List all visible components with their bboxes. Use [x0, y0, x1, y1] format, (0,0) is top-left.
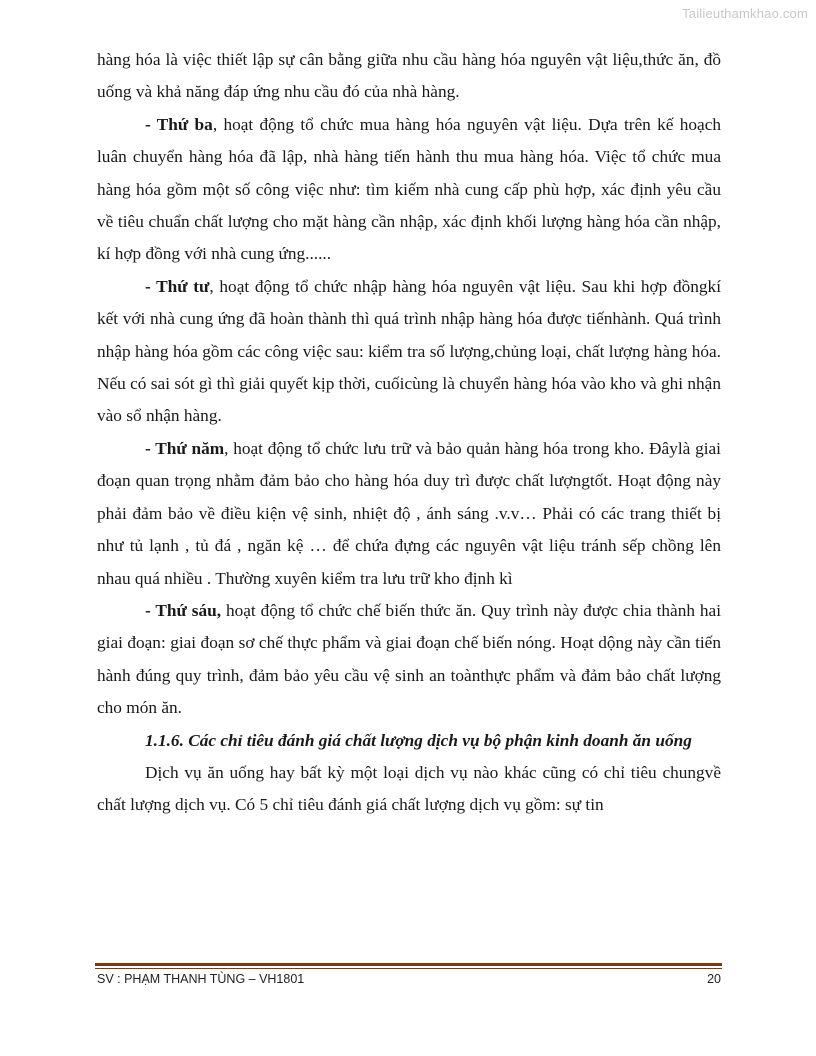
watermark: Tailieuthamkhao.com	[682, 6, 808, 21]
paragraph-text: hoạt động tổ chức chế biến thức ăn. Quy trình này được chia thành hai giai đoạn: giai đoạn sơ chế thực phẩm và giai đoạn chế biến nóng. Hoạt dộng này cần tiến hành đúng quy trình, đảm bảo yêu cầu vệ sinh an toànthực phẩm và đảm bảo chất lượng cho món ăn.	[97, 600, 721, 718]
paragraph-text: , hoạt động tổ chức nhập hàng hóa nguyên vật liệu. Sau khi hợp đồngkí kết với nhà cung ứng đã hoàn thành thì quá trình nhập hàng hóa được tiếnhành. Quá trình nhập hàng hóa gồm các công việc sau: kiểm tra số lượng,chủng loại, chất lượng hàng hóa. Nếu có sai sót gì thì giải quyết kịp thời, cuốicùng là chuyển hàng hóa vào kho và ghi nhận vào sổ nhận hàng.	[97, 276, 721, 426]
paragraph-text: , hoạt động tổ chức mua hàng hóa nguyên vật liệu. Dựa trên kế hoạch luân chuyển hàng hóa đã lập, nhà hàng tiến hành thu mua hàng hóa. Việc tổ chức mua hàng hóa gồm một số công việc như: tìm kiếm nhà cung cấp phù hợp, xác định yêu cầu về tiêu chuẩn chất lượng cho mặt hàng cần nhập, xác định khối lượng hàng hóa cần nhập, kí hợp đồng với nhà cung ứng......	[97, 114, 722, 264]
paragraph-lead: - Thứ tư	[145, 276, 210, 296]
paragraph-fifth-step	[97, 433, 721, 595]
paragraph-sixth-step	[97, 595, 721, 725]
document-body	[97, 44, 721, 822]
page-number: 20	[707, 972, 721, 986]
paragraph-quality-criteria: Dịch vụ ăn uống hay bất kỳ một loại dịch vụ nào khác cũng có chỉ tiêu chungvề chất lượng dịch vụ. Có 5 chỉ tiêu đánh giá chất lượng dịch vụ gồm: sự tin	[97, 762, 721, 815]
paragraph-lead: - Thứ sáu,	[145, 600, 222, 620]
page-footer	[97, 972, 721, 986]
paragraph-lead: - Thứ ba	[145, 114, 213, 134]
paragraph-fourth-step	[97, 271, 721, 433]
section-heading: 1.1.6. Các chỉ tiêu đánh giá chất lượng dịch vụ bộ phận kinh doanh ăn uống	[145, 730, 692, 750]
footer-author: SV : PHẠM THANH TÙNG – VH1801	[97, 972, 305, 986]
paragraph-lead: - Thứ năm	[145, 438, 225, 458]
footer-rule-thick	[95, 963, 722, 966]
footer-rule-thin	[95, 968, 722, 969]
paragraph-continuation: hàng hóa là việc thiết lập sự cân bằng giữa nhu cầu hàng hóa nguyên vật liệu,thức ăn, đồ uống và khả năng đáp ứng nhu cầu đó của nhà hàng.	[97, 50, 721, 102]
paragraph-text: , hoạt động tổ chức lưu trữ và bảo quản hàng hóa trong kho. Đâylà giai đoạn quan trọng nhằm đảm bảo cho hàng hóa duy trì được chất lượngtốt. Hoạt động này phải đảm bảo về điều kiện vệ sinh, nhiệt độ , ánh sáng .v.v… Phải có các trang thiết bị như tủ lạnh , tủ đá , ngăn kệ … để chứa đựng các nguyên vật liệu tránh sếp chồng lên nhau quá nhiều . Thường xuyên kiểm tra lưu trữ kho định kì	[97, 438, 721, 588]
paragraph-third-step	[97, 109, 721, 271]
